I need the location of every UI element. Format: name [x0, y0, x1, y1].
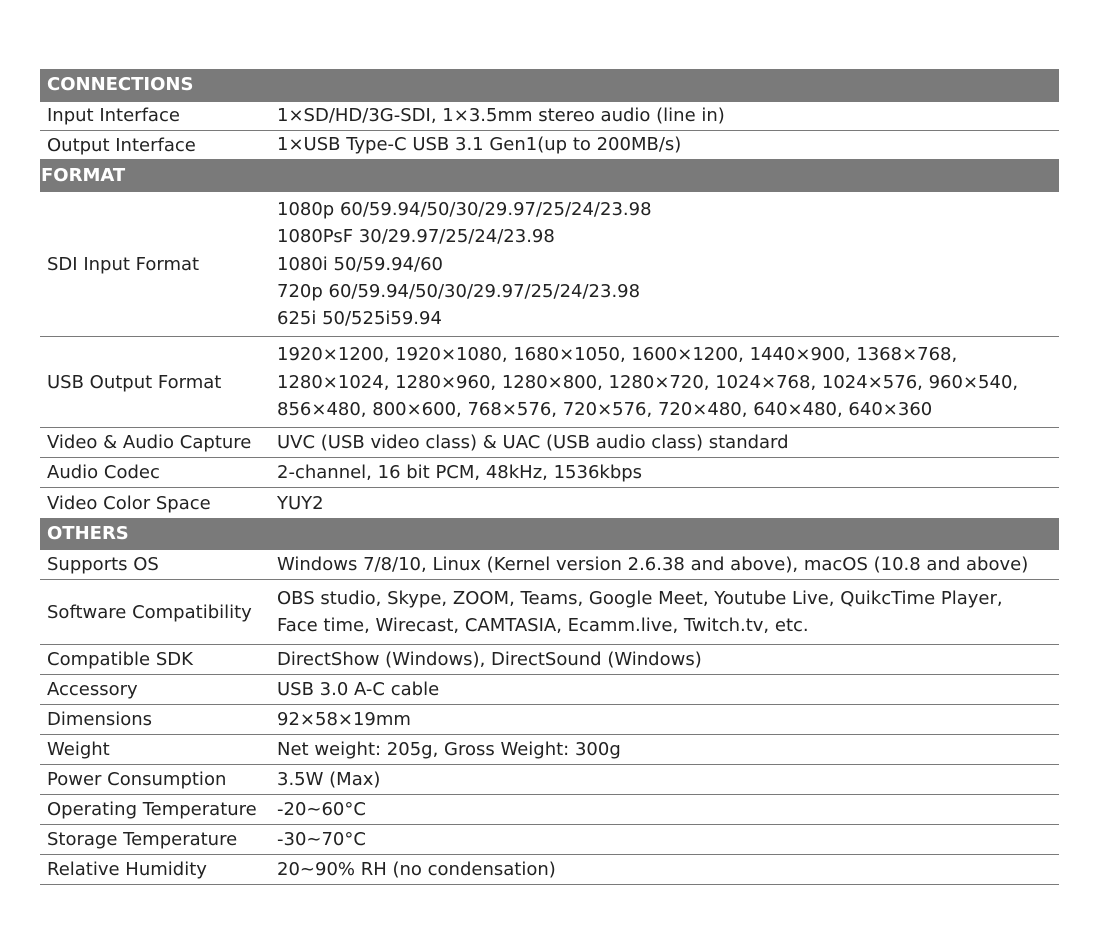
spec-label: Output Interface — [47, 134, 196, 156]
spec-label: Supports OS — [47, 554, 159, 576]
spec-label: SDI Input Format — [47, 253, 200, 275]
spec-row — [40, 825, 1059, 855]
spec-label: Dimensions — [47, 709, 153, 731]
spec-row — [40, 458, 1059, 488]
spec-row — [40, 795, 1059, 825]
spec-row — [40, 131, 1059, 161]
spec-value: 3.5W (Max) — [277, 768, 381, 790]
spec-value: YUY2 — [277, 492, 324, 514]
spec-label: Video Color Space — [47, 492, 211, 514]
spec-value: 1920×1200, 1920×1080, 1680×1050, 1600×1200, 1440×900, 1368×768, 1280×1024, 1280×960, 1280×800, 1280×720, 1024×768, 1024×576, 960×540, 856×480, 800×600, 768×576, 720×576, 720×480, 640×480, 640×360 — [277, 344, 1019, 421]
spec-label: Relative Humidity — [47, 859, 207, 881]
spec-row — [40, 735, 1059, 765]
spec-value: UVC (USB video class) & UAC (USB audio class) standard — [277, 432, 789, 454]
spec-row — [40, 645, 1059, 675]
spec-row — [40, 705, 1059, 735]
spec-table — [40, 69, 1059, 885]
spec-row — [40, 337, 1059, 428]
section-header-connections: CONNECTIONS — [40, 69, 1059, 101]
section-header-others: OTHERS — [40, 518, 1059, 550]
spec-row — [40, 580, 1059, 645]
spec-value: 20~90% RH (no condensation) — [277, 858, 556, 880]
spec-label: Operating Temperature — [47, 799, 257, 821]
spec-label: Compatible SDK — [47, 649, 193, 671]
spec-value: 1080p 60/59.94/50/30/29.97/25/24/23.98 1080PsF 30/29.97/25/24/23.98 1080i 50/59.94/60 720p 60/59.94/50/30/29.97/25/24/23.98 625i 50/525i59.94 — [277, 199, 652, 330]
spec-row — [40, 855, 1059, 885]
spec-value: -30~70°C — [277, 828, 366, 850]
spec-value: USB 3.0 A-C cable — [277, 678, 440, 700]
spec-value: Net weight: 205g, Gross Weight: 300g — [277, 738, 621, 760]
spec-label: Input Interface — [47, 105, 180, 127]
spec-value: 2-channel, 16 bit PCM, 48kHz, 1536kbps — [277, 462, 643, 484]
spec-label: Storage Temperature — [47, 829, 238, 851]
section-header-format: FORMAT — [40, 160, 1059, 192]
spec-row — [40, 675, 1059, 705]
spec-row — [40, 101, 1059, 131]
spec-label: Accessory — [47, 679, 138, 701]
spec-label: Video & Audio Capture — [47, 432, 252, 454]
spec-value: DirectShow (Windows), DirectSound (Windows) — [277, 648, 702, 670]
spec-label: Power Consumption — [47, 769, 227, 791]
spec-label: Audio Codec — [47, 462, 160, 484]
spec-row — [40, 192, 1059, 337]
spec-row — [40, 765, 1059, 795]
spec-value: 1×SD/HD/3G-SDI, 1×3.5mm stereo audio (line in) — [277, 105, 725, 127]
spec-label: USB Output Format — [47, 371, 222, 393]
spec-value: 1×USB Type-C USB 3.1 Gen1(up to 200MB/s) — [277, 134, 682, 156]
spec-label: Software Compatibility — [47, 601, 252, 623]
spec-label: Weight — [47, 739, 110, 761]
spec-row — [40, 550, 1059, 580]
spec-value: OBS studio, Skype, ZOOM, Teams, Google Meet, Youtube Live, QuikcTime Player, Face time, Wirecast, CAMTASIA, Ecamm.live, Twitch.tv, etc. — [277, 587, 1003, 637]
spec-value: Windows 7/8/10, Linux (Kernel version 2.6.38 and above), macOS (10.8 and above) — [277, 553, 1029, 575]
spec-row — [40, 428, 1059, 458]
spec-row — [40, 488, 1059, 518]
spec-value: -20~60°C — [277, 798, 366, 820]
spec-value: 92×58×19mm — [277, 708, 411, 730]
